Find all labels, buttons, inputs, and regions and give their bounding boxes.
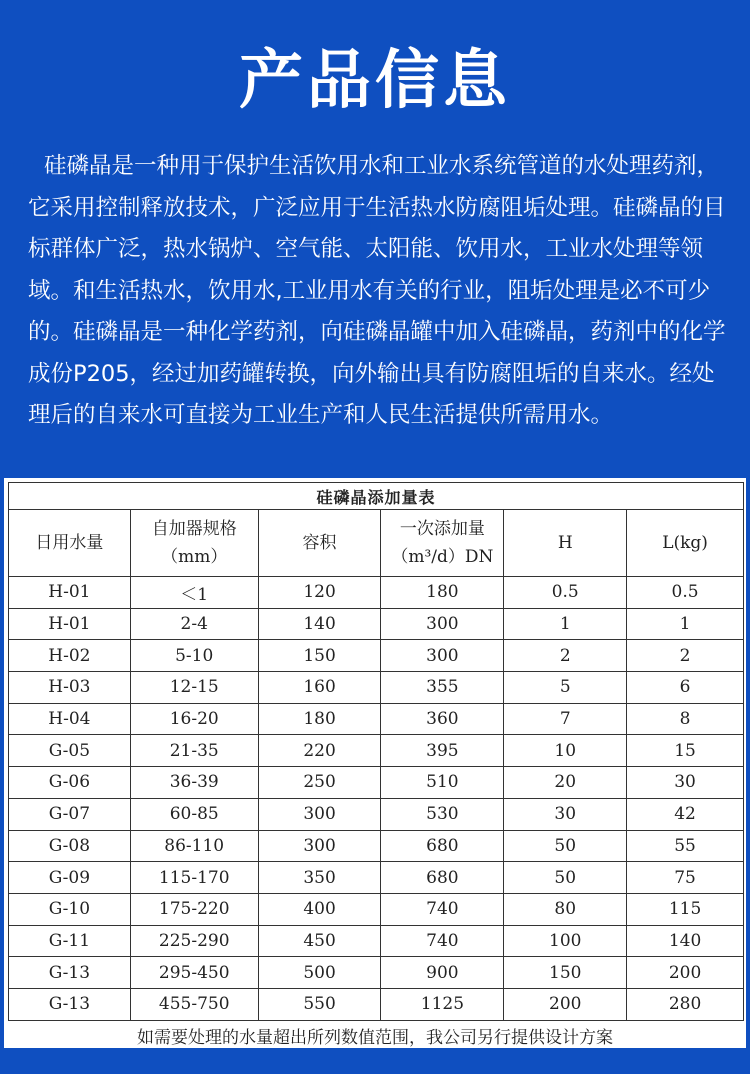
dosage-table-panel	[4, 478, 746, 1048]
table-cell: 6	[627, 672, 744, 704]
table-cell: 225-290	[130, 925, 258, 957]
table-cell: 250	[258, 767, 381, 799]
table-cell: 455-750	[130, 988, 258, 1020]
table-cell: 300	[381, 608, 504, 640]
dosage-table	[8, 482, 744, 1021]
table-cell: 8	[627, 703, 744, 735]
table-cell: G-07	[9, 798, 131, 830]
table-caption: 硅磷晶添加量表	[9, 483, 744, 510]
table-cell: 15	[627, 735, 744, 767]
header-volume: 容积	[258, 510, 381, 577]
table-cell: 12-15	[130, 672, 258, 704]
table-cell: 2	[504, 640, 627, 672]
table-cell: 295-450	[130, 957, 258, 989]
table-cell: 220	[258, 735, 381, 767]
table-row	[9, 925, 744, 957]
table-footnote: 如需要处理的水量超出所列数值范围，我公司另行提供设计方案	[137, 1028, 613, 1048]
table-header-row	[9, 510, 744, 577]
table-row	[9, 640, 744, 672]
table-cell: H-03	[9, 672, 131, 704]
table-cell: 5-10	[130, 640, 258, 672]
table-row	[9, 862, 744, 894]
page-title: 产品信息	[239, 44, 511, 118]
table-cell: H-01	[9, 608, 131, 640]
table-cell: 200	[504, 988, 627, 1020]
table-row	[9, 767, 744, 799]
table-row	[9, 703, 744, 735]
header-l: L(kg)	[627, 510, 744, 577]
table-cell: 740	[381, 925, 504, 957]
table-cell: 450	[258, 925, 381, 957]
table-cell: 55	[627, 830, 744, 862]
table-cell: 1125	[381, 988, 504, 1020]
header-dosage-line2: （m³/d）DN	[391, 547, 494, 567]
table-row	[9, 798, 744, 830]
table-cell: 1	[504, 608, 627, 640]
table-cell: 115-170	[130, 862, 258, 894]
table-cell: 115	[627, 893, 744, 925]
table-cell: 30	[504, 798, 627, 830]
table-row	[9, 735, 744, 767]
table-cell: 75	[627, 862, 744, 894]
table-cell: 2	[627, 640, 744, 672]
table-cell: G-11	[9, 925, 131, 957]
table-cell: 42	[627, 798, 744, 830]
table-cell: G-06	[9, 767, 131, 799]
table-cell: 350	[258, 862, 381, 894]
table-cell: 300	[258, 798, 381, 830]
header-dosing-spec	[130, 510, 258, 577]
table-cell: G-08	[9, 830, 131, 862]
table-cell: 680	[381, 830, 504, 862]
table-cell: 300	[381, 640, 504, 672]
bottom-bar	[0, 1048, 750, 1074]
table-cell: 2-4	[130, 608, 258, 640]
table-cell: 160	[258, 672, 381, 704]
table-cell: 200	[627, 957, 744, 989]
table-cell: 150	[504, 957, 627, 989]
table-cell: 150	[258, 640, 381, 672]
table-cell: 36-39	[130, 767, 258, 799]
table-cell: 900	[381, 957, 504, 989]
table-cell: 5	[504, 672, 627, 704]
table-cell: 100	[504, 925, 627, 957]
table-cell: 7	[504, 703, 627, 735]
header-h: H	[504, 510, 627, 577]
table-cell: 10	[504, 735, 627, 767]
table-cell: 530	[381, 798, 504, 830]
table-cell: 140	[627, 925, 744, 957]
table-cell: 680	[381, 862, 504, 894]
table-cell: 50	[504, 862, 627, 894]
table-cell: G-13	[9, 988, 131, 1020]
table-cell: ＜1	[130, 577, 258, 609]
table-row	[9, 672, 744, 704]
table-cell: H-04	[9, 703, 131, 735]
table-cell: 355	[381, 672, 504, 704]
header-dosage	[381, 510, 504, 577]
table-cell: 400	[258, 893, 381, 925]
table-cell: 180	[258, 703, 381, 735]
table-cell: 180	[381, 577, 504, 609]
table-cell: 20	[504, 767, 627, 799]
table-row	[9, 830, 744, 862]
header-dosing-spec-line2: （mm）	[161, 547, 228, 567]
table-cell: 80	[504, 893, 627, 925]
header-banner	[0, 0, 750, 478]
table-cell: 510	[381, 767, 504, 799]
header-daily-water: 日用水量	[9, 510, 131, 577]
table-cell: 21-35	[130, 735, 258, 767]
header-dosing-spec-line1: 自加器规格	[151, 519, 237, 539]
table-cell: G-13	[9, 957, 131, 989]
table-cell: H-02	[9, 640, 131, 672]
table-cell: 0.5	[504, 577, 627, 609]
table-cell: 120	[258, 577, 381, 609]
table-cell: 50	[504, 830, 627, 862]
table-cell: 60-85	[130, 798, 258, 830]
intro-paragraph: 硅磷晶是一种用于保护生活饮用水和工业水系统管道的水处理药剂，它采用控制释放技术，广泛应用于生活热水防腐阻垢处理。硅磷晶的目标群体广泛，热水锅炉、空气能、太阳能、饮用水，工业水处理等领域。和生活热水，饮用水,工业用水有关的行业，阻垢处理是必不可少的。硅磷晶是一种化学药剂，向硅磷晶罐中加入硅磷晶，药剂中的化学成份P205，经过加药罐转换，向外输出具有防腐阻垢的自来水。经处理后的自来水可直接为工业生产和人民生活提供所需用水。	[28, 153, 726, 428]
table-cell: 175-220	[130, 893, 258, 925]
table-cell: G-09	[9, 862, 131, 894]
table-cell: H-01	[9, 577, 131, 609]
table-cell: 86-110	[130, 830, 258, 862]
table-cell: G-10	[9, 893, 131, 925]
header-dosage-line1: 一次添加量	[399, 519, 485, 539]
table-cell: 740	[381, 893, 504, 925]
table-cell: 16-20	[130, 703, 258, 735]
table-cell: 30	[627, 767, 744, 799]
table-cell: 1	[627, 608, 744, 640]
table-cell: 140	[258, 608, 381, 640]
table-cell: G-05	[9, 735, 131, 767]
table-row	[9, 893, 744, 925]
table-cell: 395	[381, 735, 504, 767]
table-cell: 500	[258, 957, 381, 989]
table-cell: 300	[258, 830, 381, 862]
table-row	[9, 577, 744, 609]
table-cell: 0.5	[627, 577, 744, 609]
table-cell: 280	[627, 988, 744, 1020]
table-row	[9, 957, 744, 989]
table-cell: 360	[381, 703, 504, 735]
table-row	[9, 988, 744, 1020]
table-cell: 550	[258, 988, 381, 1020]
table-row	[9, 608, 744, 640]
